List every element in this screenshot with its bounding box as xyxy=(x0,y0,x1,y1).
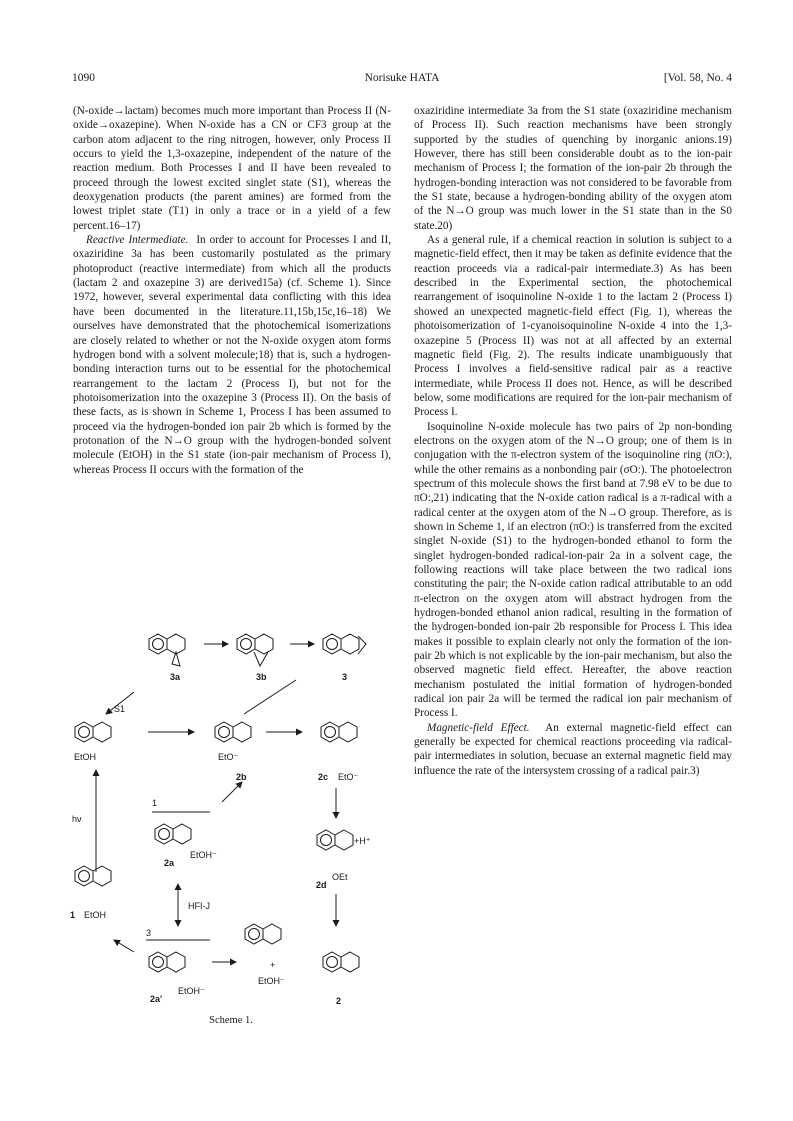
label-2c: 2c xyxy=(318,772,329,782)
structure-2a xyxy=(155,824,191,844)
left-paragraph-2-body: In order to account for Processes I and II, oxaziridine 3a has been customarily postulated as the primary photoproduct (reactive intermediate) from which all the products (lactam 2 and oxazepine 3) are derived15a) (cf. Scheme 1). Since 1972, however, several experimental data conflicting with this idea have been documented in the literature.11,15b,15c,16–18) We ourselves have demonstrated that the photochemical isomerizations are closely related to whether or not the N-oxide oxygen atom forms hydrogen bond with a solvent molecule;18) that is, such a hydrogen-bonding interaction turns out to be essential for the photochemical rearrangement to the lactam 2 (Process I), but not for the photoisomerization into the oxazepine 3 (Process II). On the basis of these facts, as is shown in Scheme 1, Process I has been assumed to proceed via the hydrogen-bonded ion pair 2b which is formed by the protonation of the N→O group with the hydrogen-bonded solvent molecule (EtOH) in the S1 state (ion-pair mechanism of Process I), whereas Process II occurs with the formation of the xyxy=(73,234,392,476)
journal-volume: [Vol. 58, No. 4 xyxy=(663,72,732,84)
left-paragraph-1: (N-oxide→lactam) becomes much more important than Process II (N-oxide→oxazepine). When N-oxide has a CN or CF3 group at the carbon atom adjacent to the ring nitrogen, however, only Process II occurs to yield the 1,3-oxazepine, independent of the nature of the reaction medium. Both Processes I and II have been revealed to proceed through the lowest excited singlet state (S1), whereas the deoxygenation products (the parent amines) are formed from the lowest triplet state (T1) in only a trace or in a yield of a few percent.16–17) xyxy=(73,105,391,232)
structure-2 xyxy=(323,952,359,972)
section-heading-reactive-intermediate: Reactive Intermediate. xyxy=(86,234,189,247)
structure-2a-prime xyxy=(149,952,185,972)
section-heading-magnetic-field-effect: Magnetic-field Effect. xyxy=(427,721,530,734)
label-etoh-rad-2a: EtOH⁻ xyxy=(190,850,217,860)
label-2a-prime: 2a' xyxy=(150,994,163,1004)
label-triplet: 3 xyxy=(146,928,152,938)
right-paragraph-3: Isoquinoline N-oxide molecule has two pairs of 2p non-bonding electrons on the oxygen atom of the N→O group; one of them is in conjugation with the π-electron system of the isoquinoline ring (πO:), while the other remains as a nonbonding pair (σO:). The photoelectron spectrum of this molecule shows the first band at 7.98 eV to be due to πO:,21) indicating that the N-oxide cation radical is a π-radical with a radical center at the oxygen atom of the N→O group. Therefore, as is shown in Scheme 1, if an electron (πO:) is transferred from the excited singlet N-oxide (S1) to the hydrogen-bonded ethanol to form the singlet hydrogen-bonded radical-ion-pair 2a in a solvent cage, the following reactions will take place between the two radical ions constituting the pair; the N-oxide cation radical attributable to an odd π-electron on the oxygen atom will abstract hydrogen from the hydrogen-bonded ethanol anion radical, resulting in the formation of the hydrogen-bonded ion-pair 2b responsible for Process I. This idea makes it possible to explain clearly not only the formation of the ion-pair 2b which is not explicable by the ion-pair mechanism, but also the observed magnetic field effect. Hereafter, the above reaction mechanism postulated the initial formation of hydrogen-bonded radical ion pair 2a will be termed the radical ion pair mechanism of Process I. xyxy=(414,420,732,720)
label-etoh-s1: EtOH xyxy=(74,752,97,762)
label-3b: 3b xyxy=(256,672,267,682)
structure-1 xyxy=(75,866,111,886)
label-s1: S1 xyxy=(114,704,126,714)
label-singlet: 1 xyxy=(152,798,158,808)
right-column xyxy=(414,104,732,778)
right-paragraph-1: oxaziridine intermediate 3a from the S1 state (oxaziridine mechanism of Process II). Such reaction mechanisms have been strongly supported by the studies of quenching by inorganic anions.19) However, there has still been considerable doubt as to the ion-pair mechanism of Process I; the formation of the ion-pair 2b through the hydrogen-bonding interaction was not considered to be favorable from the S1 state, because a hydrogen-bonding ability of the oxygen atom of the N→O group was much lower in the S1 state than in the S0 state.20) xyxy=(414,105,732,232)
label-3a: 3a xyxy=(170,672,181,682)
structure-2d xyxy=(317,830,353,850)
structure-2b xyxy=(215,722,251,742)
reaction-scheme-1 xyxy=(66,622,396,1032)
arrow-2a-2b xyxy=(222,782,242,802)
strike-3a-3 xyxy=(244,680,296,714)
label-oet: OEt xyxy=(332,872,348,882)
label-etoh-rad-free: EtOH⁻ xyxy=(258,976,285,986)
left-paragraph-2 xyxy=(73,233,391,477)
label-eto-2b: EtO⁻ xyxy=(218,752,239,762)
arrow-2a-prime-1 xyxy=(114,940,134,952)
label-etoh-rad-2a-prime: EtOH⁻ xyxy=(178,986,205,996)
structure-3b xyxy=(237,634,273,666)
running-header xyxy=(72,72,732,88)
scheme-drawing xyxy=(66,622,396,1022)
label-etoh-1: EtOH xyxy=(84,910,107,920)
label-h-plus: +H⁺ xyxy=(354,836,371,846)
label-hfi-j: HFI-J xyxy=(188,901,210,911)
structure-3a xyxy=(149,634,185,666)
right-paragraph-4 xyxy=(414,721,732,778)
label-3: 3 xyxy=(342,672,348,682)
structure-3 xyxy=(323,634,366,654)
label-1: 1 xyxy=(70,910,76,920)
label-eto-2c: EtO⁻ xyxy=(338,772,359,782)
label-2b: 2b xyxy=(236,772,247,782)
structure-noxide-radical xyxy=(245,924,281,944)
structure-1-s1 xyxy=(75,722,111,742)
left-column xyxy=(73,104,391,477)
label-2d: 2d xyxy=(316,880,327,890)
running-author: Norisuke HATA xyxy=(364,72,440,84)
scheme-caption: Scheme 1. xyxy=(209,1015,253,1026)
label-2: 2 xyxy=(336,996,342,1006)
structure-2c xyxy=(321,722,357,742)
right-paragraph-2: As a general rule, if a chemical reaction in solution is subject to a magnetic-field effect, then it may be taken as definite evidence that the reaction proceeds via a radical-pair intermediate.3) As has been described in the Experimental section, the photochemical rearrangement of isoquinoline N-oxide 1 to the lactam 2 (Process I) showed an unexpected magnetic-field effect (Fig. 1), whereas the photoisomerization of 1-cyanoisoquinoline N-oxide 4 into the 1,3-oxazepine 5 (Process II) was not at all affected by an external magnetic field (Fig. 2). The results indicate unambiguously that Process I involves a field-sensitive radical pair as a reactive intermediate, while Process II does not. Hence, as will be described below, some modifications are required for the ion-pair mechanism of Process I. xyxy=(414,234,732,419)
label-plus: + xyxy=(270,960,276,970)
label-2a: 2a xyxy=(164,858,175,868)
label-hv: hν xyxy=(72,814,82,824)
right-paragraph-4-body: An external magnetic-field effect can generally be expected for chemical reactions proceeding via radical-pair intermediates in solution, becuase an external magnetic field may influence the rate of the intersystem crossing of a radical pair.3) xyxy=(414,721,733,777)
page-number: 1090 xyxy=(72,72,95,84)
